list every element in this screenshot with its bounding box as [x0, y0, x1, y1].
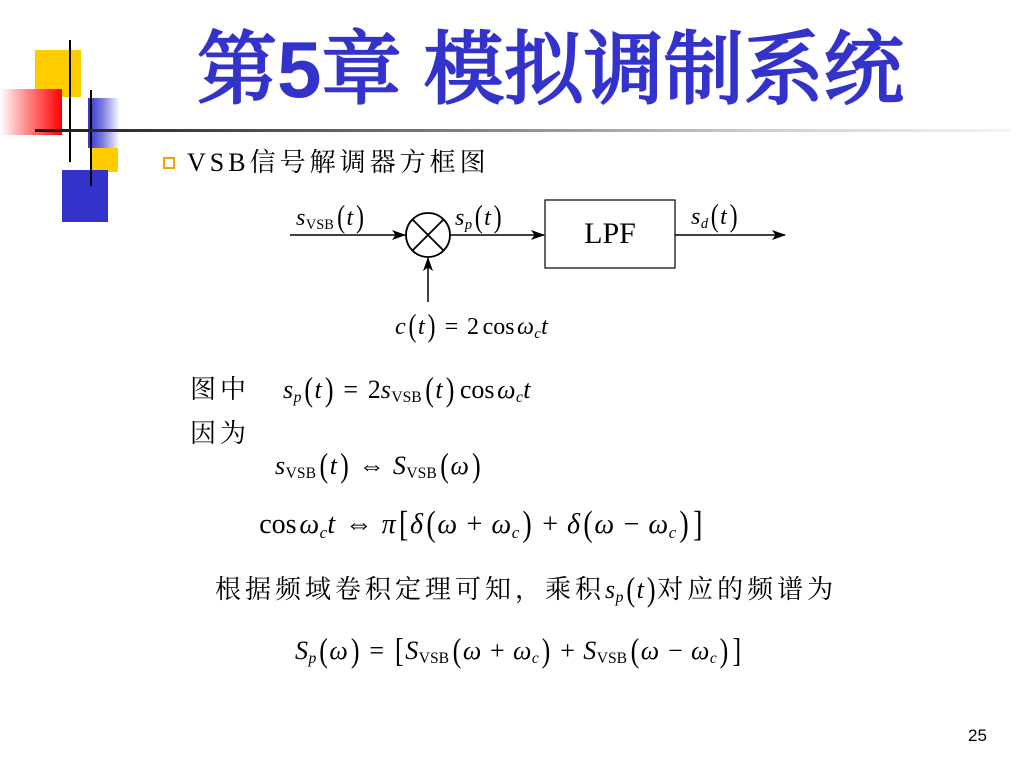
- math-variable: ω: [640, 636, 660, 665]
- math-bracket: (: [710, 200, 719, 234]
- math-variable: t: [541, 314, 548, 340]
- product-signal-equation: [283, 370, 531, 409]
- math-variable: s: [296, 205, 306, 231]
- math-variable: ω: [437, 509, 458, 540]
- math-bracket: ): [646, 570, 656, 609]
- math-variable: S: [295, 636, 308, 665]
- fourier-pair-vsb: [275, 446, 482, 485]
- math-subscript: c: [531, 650, 539, 668]
- conclusion-text: [215, 570, 838, 609]
- math-variable: t: [327, 509, 336, 540]
- math-variable: S: [583, 636, 597, 665]
- math-variable: ω: [329, 636, 348, 665]
- math-subscript: VSB: [596, 650, 628, 668]
- math-variable: ω: [462, 636, 482, 665]
- math-bracket: ]: [732, 631, 742, 670]
- math-subscript: c: [668, 522, 677, 542]
- math-bracket: ): [340, 446, 349, 485]
- math-bracket: (: [319, 631, 328, 670]
- math-bracket: (: [440, 446, 449, 485]
- math-subscript: VSB: [305, 217, 334, 234]
- spectrum-result-equation: [295, 631, 743, 670]
- math-bracket: ): [356, 201, 365, 235]
- math-subscript: p: [308, 650, 317, 668]
- lpf-block-label: LPF: [584, 217, 636, 250]
- math-bracket: (: [425, 370, 434, 409]
- math-variable: π: [381, 509, 396, 540]
- math-number: 2: [367, 375, 381, 404]
- math-operator: ⇔: [344, 509, 373, 540]
- diagram-product-label: [455, 201, 503, 235]
- fourier-pair-carrier: [255, 504, 704, 545]
- math-variable: ω: [516, 314, 534, 340]
- math-operator: ⇔: [358, 451, 385, 480]
- math-subscript: VSB: [391, 389, 422, 407]
- math-text: 对应的频谱为: [657, 575, 838, 604]
- math-bracket: ]: [693, 504, 703, 545]
- line1-prefix: 图中: [190, 375, 251, 404]
- math-variable: ω: [648, 509, 669, 540]
- math-bracket: ): [350, 631, 360, 670]
- math-bracket: (: [426, 504, 436, 545]
- math-variable: ω: [497, 375, 516, 404]
- diagram-input-label: [296, 201, 365, 235]
- math-operator: +: [560, 636, 575, 665]
- math-operator: −: [623, 509, 640, 540]
- math-variable: δ: [567, 509, 581, 540]
- math-variable: s: [605, 575, 616, 604]
- math-variable: c: [395, 314, 406, 340]
- math-bracket: ): [493, 201, 502, 235]
- math-bracket: (: [452, 631, 462, 670]
- math-bracket: [: [395, 631, 404, 670]
- math-operator: +: [542, 509, 559, 540]
- math-number: 2: [467, 314, 479, 340]
- math-variable: ω: [594, 509, 615, 540]
- math-bracket: ): [427, 310, 436, 344]
- math-variable: S: [392, 451, 406, 480]
- math-bracket: ): [324, 370, 334, 409]
- math-variable: s: [275, 451, 286, 480]
- math-subscript: c: [319, 522, 328, 542]
- math-operator: −: [667, 636, 683, 665]
- math-operator: =: [343, 375, 359, 404]
- multiplier-icon: [406, 213, 450, 257]
- diagram-carrier-label: [395, 310, 548, 344]
- math-variable: s: [691, 204, 701, 230]
- math-function: cos: [459, 375, 495, 404]
- math-subscript: d: [700, 216, 709, 233]
- math-variable: s: [283, 375, 294, 404]
- math-subscript: p: [293, 389, 302, 407]
- math-function: cos: [482, 314, 515, 340]
- math-subscript: VSB: [418, 650, 450, 668]
- math-bracket: (: [319, 446, 329, 485]
- math-bracket: ): [679, 504, 689, 545]
- slide-title: 第5章 模拟调制系统: [197, 25, 904, 114]
- math-operator: +: [466, 509, 483, 540]
- math-variable: s: [380, 375, 391, 404]
- math-bracket: (: [474, 201, 483, 235]
- math-bracket: ): [541, 631, 551, 670]
- math-variable: δ: [410, 509, 424, 540]
- math-variable: t: [484, 205, 491, 231]
- math-variable: t: [329, 451, 337, 480]
- math-variable: ω: [450, 451, 469, 480]
- math-variable: ω: [299, 509, 320, 540]
- math-bracket: (: [583, 504, 593, 545]
- math-bracket: (: [304, 370, 313, 409]
- math-subscript: p: [615, 589, 624, 607]
- math-variable: t: [417, 314, 425, 340]
- math-variable: S: [405, 636, 419, 665]
- math-subscript: c: [534, 326, 541, 343]
- line2-prefix: 因为: [190, 419, 251, 448]
- math-variable: t: [636, 575, 644, 604]
- math-bracket: ): [522, 504, 532, 545]
- math-subscript: c: [516, 389, 523, 407]
- math-variable: ω: [690, 636, 710, 665]
- math-bracket: ): [719, 631, 729, 670]
- page-number: 25: [968, 726, 987, 745]
- diagram-output-label: [691, 200, 739, 234]
- math-bracket: (: [408, 310, 417, 344]
- math-subscript: c: [709, 650, 717, 668]
- bullet-text: VSB信号解调器方框图: [187, 148, 490, 177]
- math-bracket: ): [471, 446, 481, 485]
- math-variable: t: [435, 375, 443, 404]
- math-variable: ω: [512, 636, 532, 665]
- math-subscript: VSB: [406, 465, 437, 483]
- math-bracket: (: [630, 631, 640, 670]
- math-function: cos: [259, 509, 297, 540]
- math-operator: =: [444, 314, 459, 340]
- math-subscript: VSB: [285, 465, 316, 483]
- math-variable: s: [455, 205, 465, 231]
- math-operator: +: [490, 636, 505, 665]
- math-variable: t: [346, 205, 354, 231]
- math-bracket: (: [626, 570, 636, 609]
- math-bracket: ): [445, 370, 455, 409]
- math-subscript: c: [511, 522, 520, 542]
- math-subscript: p: [464, 217, 473, 234]
- math-bracket: ): [729, 200, 738, 234]
- math-text: 根据频域卷积定理可知，乘积: [215, 575, 606, 604]
- math-variable: ω: [491, 509, 512, 540]
- math-operator: =: [369, 636, 385, 665]
- math-variable: t: [720, 204, 727, 230]
- math-variable: t: [314, 375, 322, 404]
- math-bracket: (: [337, 201, 346, 235]
- math-bracket: [: [399, 504, 409, 545]
- math-variable: t: [523, 375, 531, 404]
